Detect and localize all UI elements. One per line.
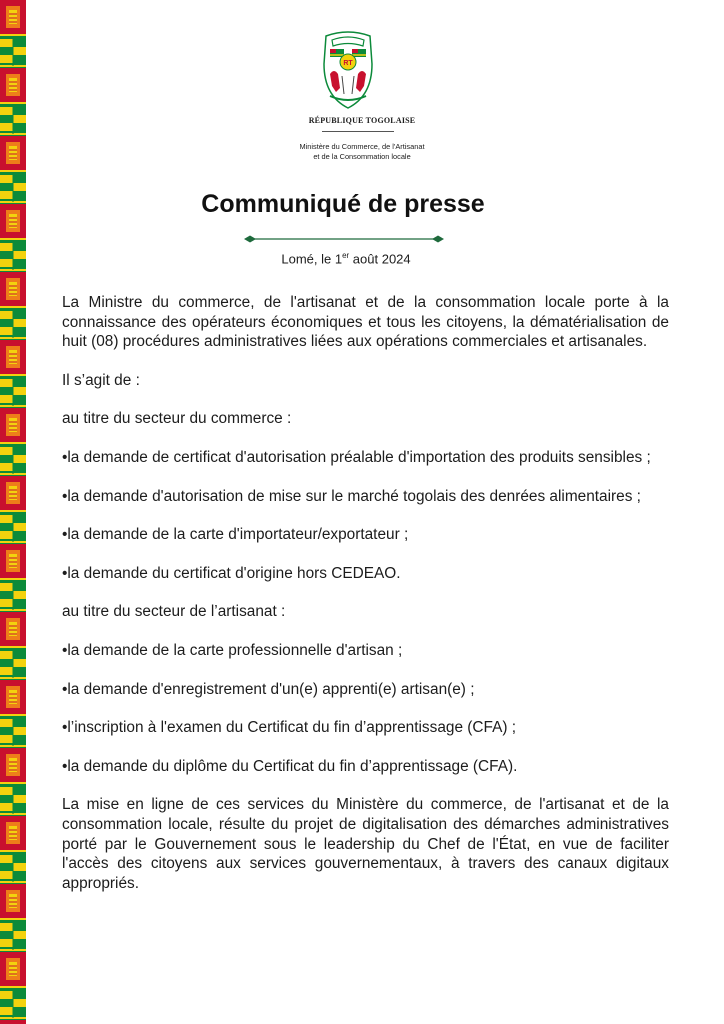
artisanat-item: •la demande de la carte professionnelle d'artisan ; — [62, 641, 403, 659]
commerce-item: •la demande de la carte d'importateur/exportateur ; — [62, 526, 409, 544]
artisanat-item: •l’inscription à l'examen du Certificat du fin d’apprentissage (CFA) ; — [62, 719, 517, 737]
commerce-item: •la demande d'autorisation de mise sur le marché togolais des denrées alimentaires ; — [62, 487, 641, 505]
emblem-initials: RT — [343, 60, 353, 67]
ministry-line-1: Ministère du Commerce, de l'Artisanat — [299, 142, 425, 151]
artisanat-item: •la demande du diplôme du Certificat du fin d’apprentissage (CFA). — [62, 757, 518, 775]
ministry-name — [0, 142, 724, 162]
title-divider — [244, 233, 444, 245]
list-intro: Il s’agit de : — [62, 371, 140, 389]
date-prefix: Lomé, le 1 — [281, 251, 343, 267]
artisanat-heading: au titre du secteur de l’artisanat : — [62, 603, 286, 621]
artisanat-item: •la demande d'enregistrement d'un(e) apprenti(e) artisan(e) ; — [62, 680, 475, 698]
press-release-body — [62, 293, 669, 912]
ministry-line-2: et de la Consommation locale — [313, 152, 411, 161]
page-title: Communiqué de presse — [201, 190, 485, 218]
commerce-heading: au titre du secteur du commerce : — [62, 410, 292, 428]
commerce-item: •la demande de certificat d'autorisation préalable d'importation des produits sensibles ; — [62, 448, 651, 466]
dateline — [0, 251, 692, 266]
country-underline — [322, 131, 394, 132]
coat-of-arms-svg — [316, 30, 380, 110]
coat-of-arms-emblem — [316, 30, 380, 110]
date-suffix: août 2024 — [349, 251, 411, 267]
conclusion-paragraph: La mise en ligne de ces services du Ministère du commerce, de l'artisanat et de la consommation locale, résulte du projet de digitalisation des démarches administratives porté par le Gouvernement sous le leadership du Chef de l'État, en vue de faciliter l'accès des citoyens aux services gouvernementaux, à travers des canaux digitaux appropriés. — [62, 796, 669, 892]
commerce-item: •la demande du certificat d'origine hors CEDEAO. — [62, 564, 401, 582]
intro-paragraph: La Ministre du commerce, de l'artisanat et de la consommation locale porte à la connaissance des opérateurs économiques et tous les citoyens, la dématérialisation de huit (08) procédures administratives liées aux opérations commerciales et artisanales. — [62, 294, 669, 351]
country-name: RÉPUBLIQUE TOGOLAISE — [308, 116, 416, 125]
date-superscript: er — [342, 251, 350, 260]
